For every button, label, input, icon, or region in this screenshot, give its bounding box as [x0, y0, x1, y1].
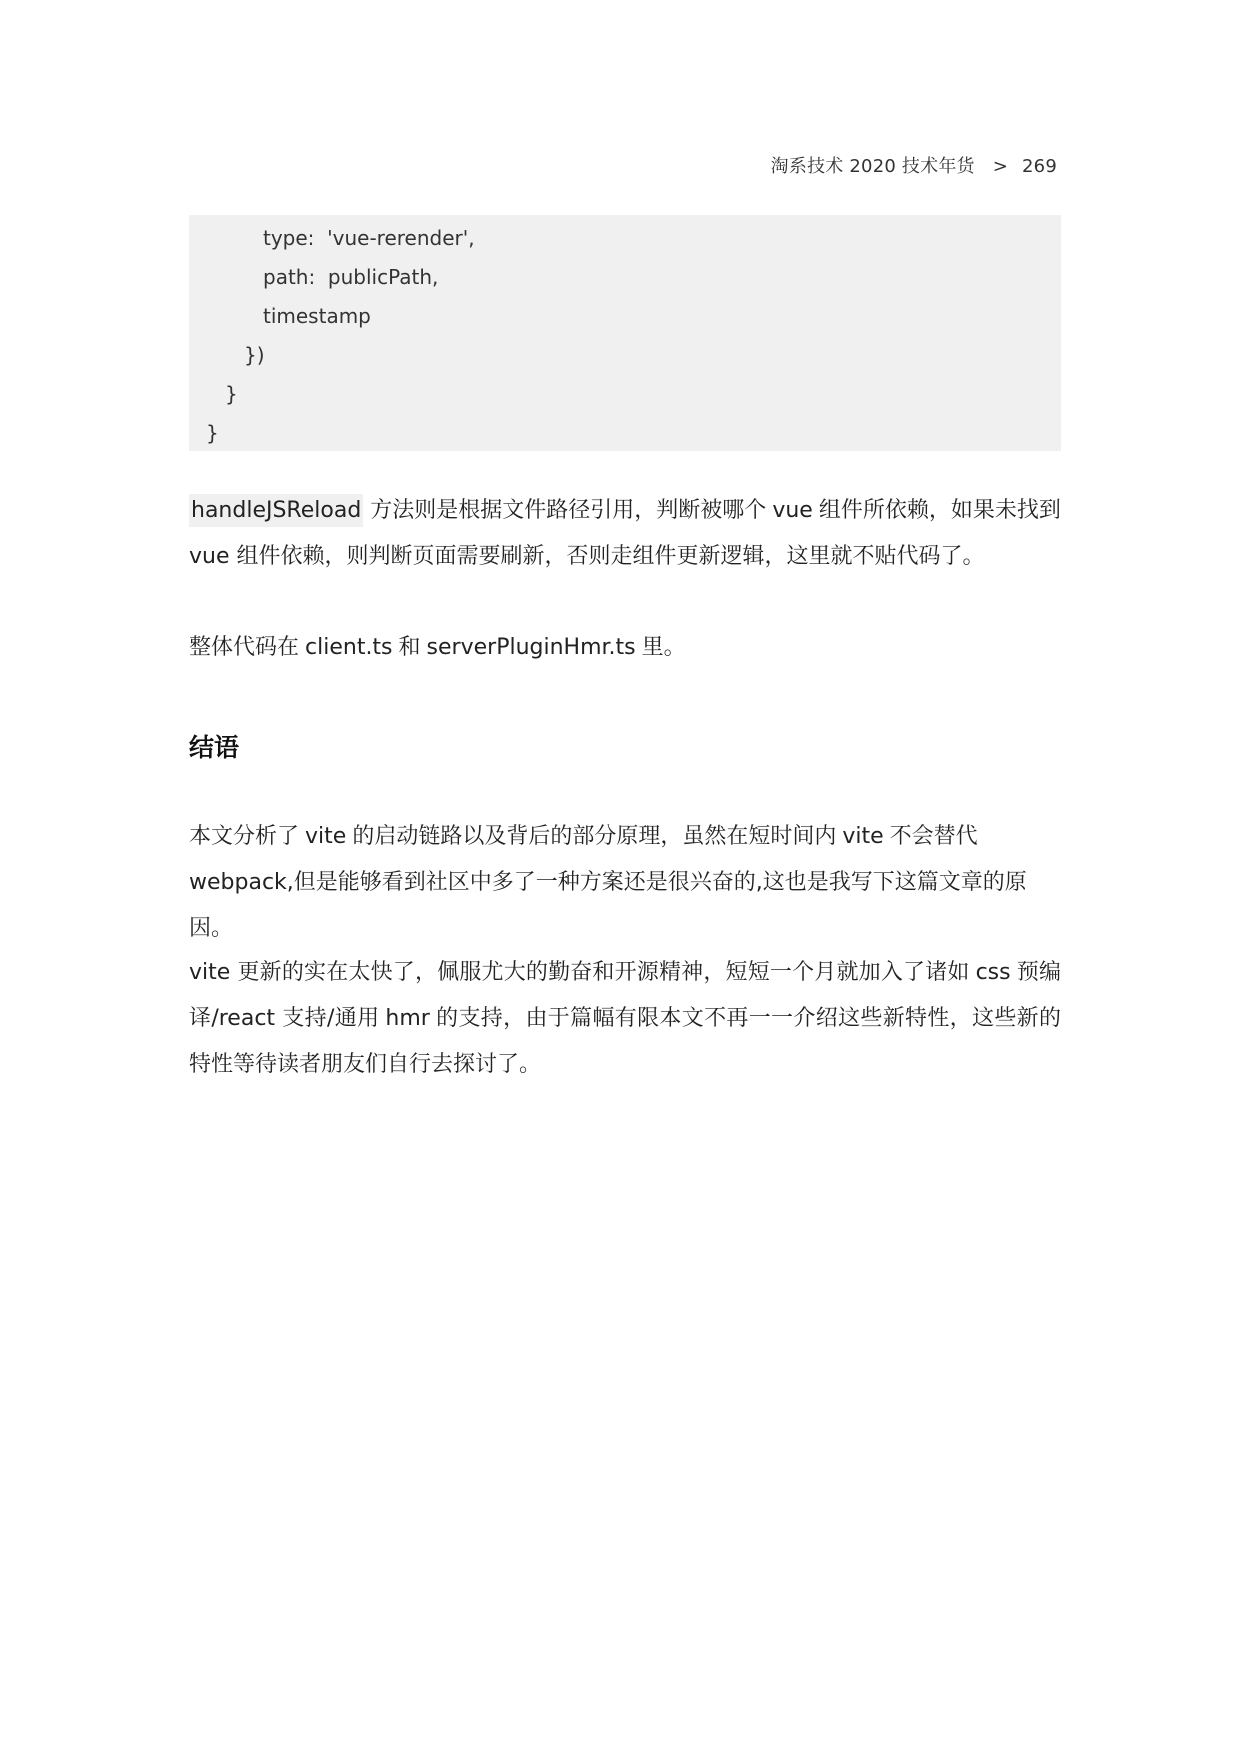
- inline-term: vue: [772, 498, 813, 523]
- page-number: 269: [1022, 156, 1057, 177]
- text-run: 和: [398, 635, 421, 660]
- code-line: type: 'vue-rerender',: [263, 226, 475, 250]
- code-line: timestamp: [263, 304, 371, 328]
- text-run: 的支持，由于篇幅有限本文不再一一介绍这些新特性，这些新的特性等待读者朋友们自行去探讨了。: [189, 1006, 1061, 1077]
- text-run: 本文分析了: [189, 824, 300, 849]
- text-run: 整体代码在: [189, 635, 300, 660]
- text-run: 方法则是根据文件路径引用，判断被哪个: [370, 498, 767, 523]
- inline-code: handleJSReload: [189, 494, 363, 527]
- inline-term: vite: [189, 960, 231, 985]
- text-run: 更新的实在太快了，佩服尤大的勤奋和开源精神，短短一个月就加入了诸如: [237, 960, 970, 985]
- code-line: }: [206, 421, 219, 445]
- header-separator: >: [992, 156, 1009, 177]
- inline-term: css: [975, 960, 1011, 985]
- text-run: 不会替代: [889, 824, 978, 849]
- paragraph-conclusion: [189, 814, 1061, 952]
- code-line: }: [225, 382, 238, 406]
- inline-term: hmr: [385, 1006, 430, 1031]
- paragraph-handle-js-reload: [189, 488, 1061, 580]
- inline-term: vite: [305, 824, 347, 849]
- page-header: [771, 152, 1057, 178]
- text-run: webpack,但是能够看到社区中多了一种方案还是很兴奋的,这也是我写下这篇文章的原因。: [189, 870, 1027, 941]
- file-name: client.ts: [305, 635, 393, 660]
- code-block: [189, 215, 1061, 451]
- inline-term: vue: [189, 544, 230, 569]
- text-run: 组件依赖，则判断页面需要刷新，否则走组件更新逻辑，这里就不贴代码了。: [236, 544, 985, 569]
- code-line: path: publicPath,: [263, 265, 439, 289]
- paragraph-vite-updates: [189, 950, 1061, 1088]
- text-run: 里。: [641, 635, 686, 660]
- text-run: 预编译/react 支持/通用: [189, 960, 1061, 1031]
- text-run: 的启动链路以及背后的部分原理，虽然在短时间内: [352, 824, 837, 849]
- code-line: }): [244, 343, 265, 367]
- section-heading: 结语: [189, 733, 240, 762]
- text-run: 组件所依赖，如果未找到: [818, 498, 1061, 523]
- paragraph-code-files: [189, 625, 1061, 671]
- header-title: 淘系技术 2020 技术年货: [770, 156, 975, 177]
- file-name: serverPluginHmr.ts: [426, 635, 636, 660]
- inline-term: vite: [842, 824, 884, 849]
